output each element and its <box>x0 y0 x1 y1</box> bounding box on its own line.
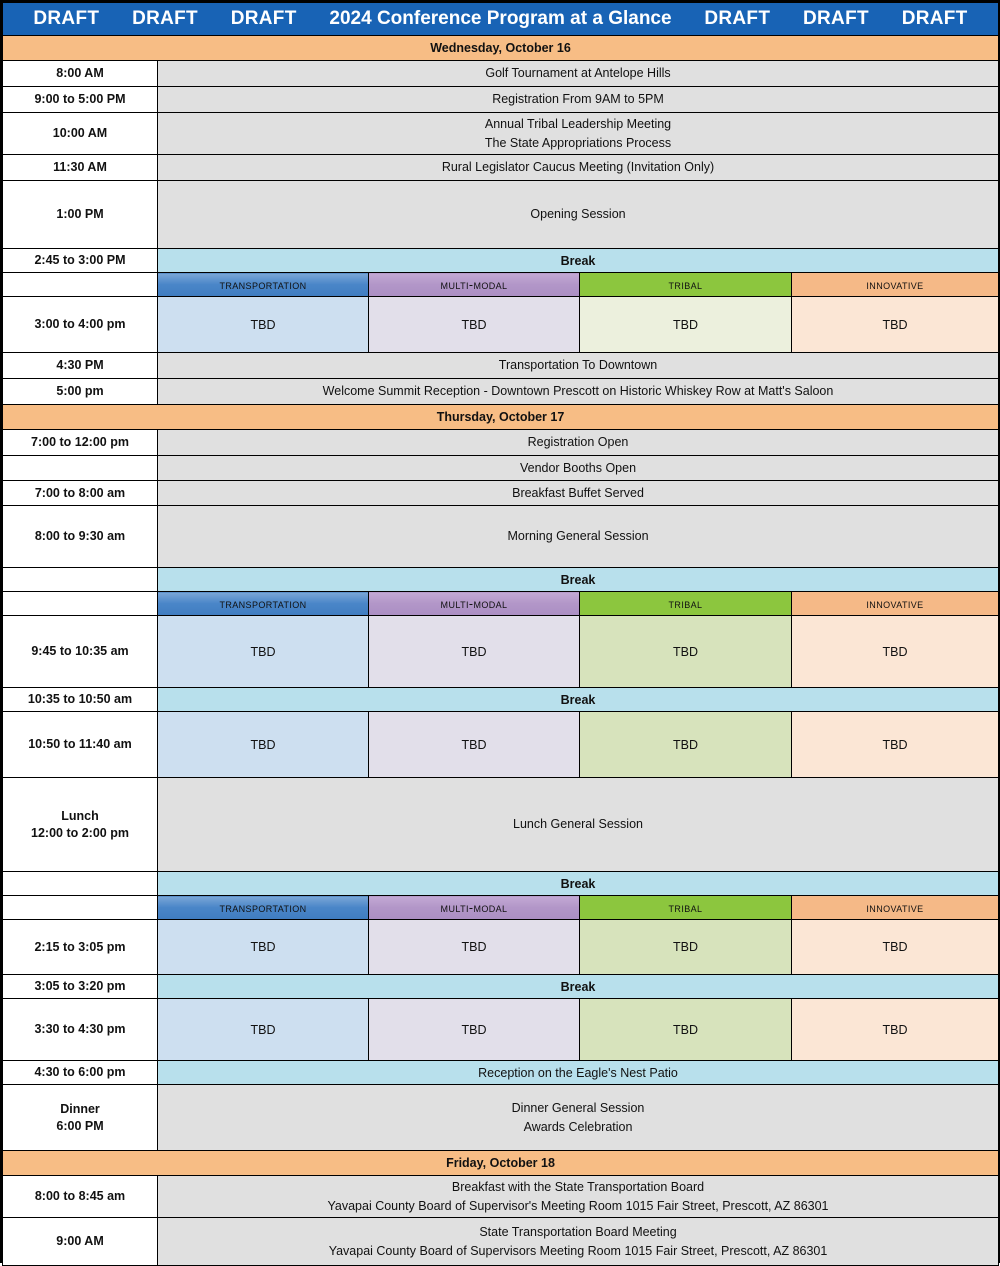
text-line: Break <box>560 572 596 587</box>
track-cell-multimodal[interactable]: TBD <box>369 616 580 688</box>
track-header-innovative: innovative <box>792 592 999 616</box>
track-cell-tribal[interactable]: TBD <box>580 999 792 1061</box>
time-cell <box>3 592 158 616</box>
time-cell: 3:00 to 4:00 pm <box>3 297 158 353</box>
draft-watermark-label: DRAFT <box>230 8 297 29</box>
time-cell: 2:45 to 3:00 PM <box>3 249 158 273</box>
track-cell-innovative[interactable]: TBD <box>792 999 999 1061</box>
draft-watermark-label: DRAFT <box>132 8 198 29</box>
schedule-row <box>3 568 999 592</box>
break-cell <box>158 975 999 999</box>
schedule-row <box>3 353 999 379</box>
track-cell-transportation[interactable]: TBD <box>158 712 369 778</box>
time-cell: 7:00 to 12:00 pm <box>3 430 158 456</box>
schedule-row <box>3 87 999 113</box>
track-cell-innovative[interactable]: TBD <box>792 712 999 778</box>
time-cell: 11:30 AM <box>3 155 158 181</box>
track-header-transportation: transportation <box>158 592 369 616</box>
time-cell: 4:30 PM <box>3 353 158 379</box>
track-header-multimodal: multi-modal <box>369 273 580 297</box>
track-cell-multimodal[interactable]: TBD <box>369 297 580 353</box>
schedule-row <box>3 920 999 975</box>
text-line: Reception on the Eagle's Nest Patio <box>478 1065 678 1080</box>
schedule-row <box>3 712 999 778</box>
time-cell: 8:00 AM <box>3 61 158 87</box>
day-banner-row <box>3 405 999 430</box>
text-line: State Transportation Board Meeting <box>479 1224 677 1239</box>
draft-watermark-label: DRAFT <box>33 8 100 29</box>
time-cell: 9:00 AM <box>3 1218 158 1266</box>
track-cell-innovative[interactable]: TBD <box>792 297 999 353</box>
track-header-tribal: tribal <box>580 273 792 297</box>
title-bar <box>3 3 999 36</box>
schedule-row <box>3 999 999 1061</box>
track-cell-multimodal[interactable]: TBD <box>369 712 580 778</box>
time-cell: 10:50 to 11:40 am <box>3 712 158 778</box>
day-banner-row <box>3 1151 999 1176</box>
time-cell: 4:30 to 6:00 pm <box>3 1061 158 1085</box>
event-cell <box>158 778 999 872</box>
schedule-row <box>3 181 999 249</box>
text-line: 12:00 to 2:00 pm <box>31 825 129 840</box>
text-line: Breakfast Buffet Served <box>512 485 644 500</box>
day-banner-row <box>3 36 999 61</box>
time-cell <box>3 778 158 872</box>
schedule-row <box>3 896 999 920</box>
event-cell <box>158 481 999 506</box>
schedule-row <box>3 113 999 155</box>
schedule-row <box>3 456 999 481</box>
text-line: Yavapai County Board of Supervisor's Meeting Room 1015 Fair Street, Prescott, AZ 86301 <box>327 1198 829 1213</box>
track-cell-innovative[interactable]: TBD <box>792 920 999 975</box>
text-line: Break <box>560 692 596 707</box>
schedule-row <box>3 506 999 568</box>
track-cell-tribal[interactable]: TBD <box>580 920 792 975</box>
program-title: 2024 Conference Program at a Glance <box>329 8 672 29</box>
schedule-row <box>3 273 999 297</box>
text-line: Lunch General Session <box>513 817 643 832</box>
track-cell-transportation[interactable]: TBD <box>158 999 369 1061</box>
schedule-row <box>3 249 999 273</box>
break-cell <box>158 568 999 592</box>
time-cell <box>3 273 158 297</box>
text-line: Break <box>560 253 596 268</box>
title-bar-inner <box>3 3 998 35</box>
day-banner: Wednesday, October 16 <box>3 36 999 61</box>
time-cell <box>3 896 158 920</box>
track-header-tribal: tribal <box>580 896 792 920</box>
event-cell <box>158 1085 999 1151</box>
schedule-row <box>3 1218 999 1266</box>
time-cell <box>3 568 158 592</box>
text-line: Yavapai County Board of Supervisors Meeting Room 1015 Fair Street, Prescott, AZ 86301 <box>328 1243 828 1258</box>
track-header-innovative: innovative <box>792 896 999 920</box>
track-cell-innovative[interactable]: TBD <box>792 616 999 688</box>
time-cell: 1:00 PM <box>3 181 158 249</box>
schedule-row <box>3 1176 999 1218</box>
reception-cell <box>158 1061 999 1085</box>
schedule-row <box>3 430 999 456</box>
track-cell-tribal[interactable]: TBD <box>580 616 792 688</box>
time-cell: 5:00 pm <box>3 379 158 405</box>
track-cell-tribal[interactable]: TBD <box>580 297 792 353</box>
time-cell <box>3 456 158 481</box>
text-line: Dinner <box>60 1101 100 1116</box>
track-cell-multimodal[interactable]: TBD <box>369 999 580 1061</box>
time-cell: 9:00 to 5:00 PM <box>3 87 158 113</box>
schedule-row <box>3 975 999 999</box>
time-cell <box>3 1085 158 1151</box>
event-cell <box>158 181 999 249</box>
schedule-row <box>3 481 999 506</box>
schedule-row <box>3 297 999 353</box>
title-row <box>3 3 999 36</box>
schedule-row <box>3 1085 999 1151</box>
time-cell: 3:05 to 3:20 pm <box>3 975 158 999</box>
time-cell: 10:35 to 10:50 am <box>3 688 158 712</box>
event-cell <box>158 430 999 456</box>
text-line: Awards Celebration <box>523 1119 633 1134</box>
event-cell <box>158 87 999 113</box>
text-line: Registration From 9AM to 5PM <box>492 92 664 107</box>
text-line: Break <box>560 876 596 891</box>
event-cell <box>158 155 999 181</box>
time-cell: 8:00 to 9:30 am <box>3 506 158 568</box>
time-cell: 10:00 AM <box>3 113 158 155</box>
schedule-row <box>3 872 999 896</box>
day-banner: Friday, October 18 <box>3 1151 999 1176</box>
draft-watermark-label: DRAFT <box>704 8 771 29</box>
track-cell-transportation[interactable]: TBD <box>158 920 369 975</box>
break-cell <box>158 688 999 712</box>
track-header-innovative: innovative <box>792 273 999 297</box>
program-table <box>2 2 999 1266</box>
text-line: Welcome Summit Reception - Downtown Prescott on Historic Whiskey Row at Matt's Saloon <box>322 384 834 399</box>
track-cell-transportation[interactable]: TBD <box>158 297 369 353</box>
text-line: Golf Tournament at Antelope Hills <box>485 66 671 81</box>
event-cell <box>158 1176 999 1218</box>
time-cell: 2:15 to 3:05 pm <box>3 920 158 975</box>
text-line: Morning General Session <box>507 529 649 544</box>
track-header-transportation: transportation <box>158 896 369 920</box>
draft-watermark-label: DRAFT <box>901 8 968 29</box>
event-cell <box>158 379 999 405</box>
time-cell: 3:30 to 4:30 pm <box>3 999 158 1061</box>
text-line: Lunch <box>61 808 99 823</box>
time-cell: 7:00 to 8:00 am <box>3 481 158 506</box>
schedule-row <box>3 688 999 712</box>
time-cell: 8:00 to 8:45 am <box>3 1176 158 1218</box>
track-header-multimodal: multi-modal <box>369 896 580 920</box>
schedule-row <box>3 155 999 181</box>
day-banner: Thursday, October 17 <box>3 405 999 430</box>
text-line: Registration Open <box>527 435 629 450</box>
text-line: Transportation To Downtown <box>498 358 658 373</box>
event-cell <box>158 61 999 87</box>
track-header-tribal: tribal <box>580 592 792 616</box>
time-cell: 9:45 to 10:35 am <box>3 616 158 688</box>
event-cell <box>158 353 999 379</box>
break-cell <box>158 872 999 896</box>
event-cell <box>158 456 999 481</box>
schedule-row <box>3 778 999 872</box>
track-cell-tribal[interactable]: TBD <box>580 712 792 778</box>
event-cell <box>158 506 999 568</box>
break-cell <box>158 249 999 273</box>
text-line: Vendor Booths Open <box>519 460 637 475</box>
time-cell <box>3 872 158 896</box>
text-line: The State Appropriations Process <box>484 135 672 150</box>
event-cell <box>158 113 999 155</box>
schedule-row <box>3 379 999 405</box>
text-line: 6:00 PM <box>56 1118 104 1133</box>
text-line: Annual Tribal Leadership Meeting <box>484 116 672 131</box>
track-header-multimodal: multi-modal <box>369 592 580 616</box>
schedule-row <box>3 1061 999 1085</box>
text-line: Break <box>560 979 596 994</box>
text-line: Opening Session <box>530 207 626 222</box>
track-header-transportation: transportation <box>158 273 369 297</box>
event-cell <box>158 1218 999 1266</box>
track-cell-transportation[interactable]: TBD <box>158 616 369 688</box>
text-line: Dinner General Session <box>511 1100 645 1115</box>
schedule-row <box>3 616 999 688</box>
schedule-row <box>3 61 999 87</box>
draft-watermark-label: DRAFT <box>803 8 869 29</box>
text-line: Rural Legislator Caucus Meeting (Invitation Only) <box>441 160 715 175</box>
schedule-row <box>3 592 999 616</box>
text-line: Breakfast with the State Transportation Board <box>451 1179 705 1194</box>
track-cell-multimodal[interactable]: TBD <box>369 920 580 975</box>
